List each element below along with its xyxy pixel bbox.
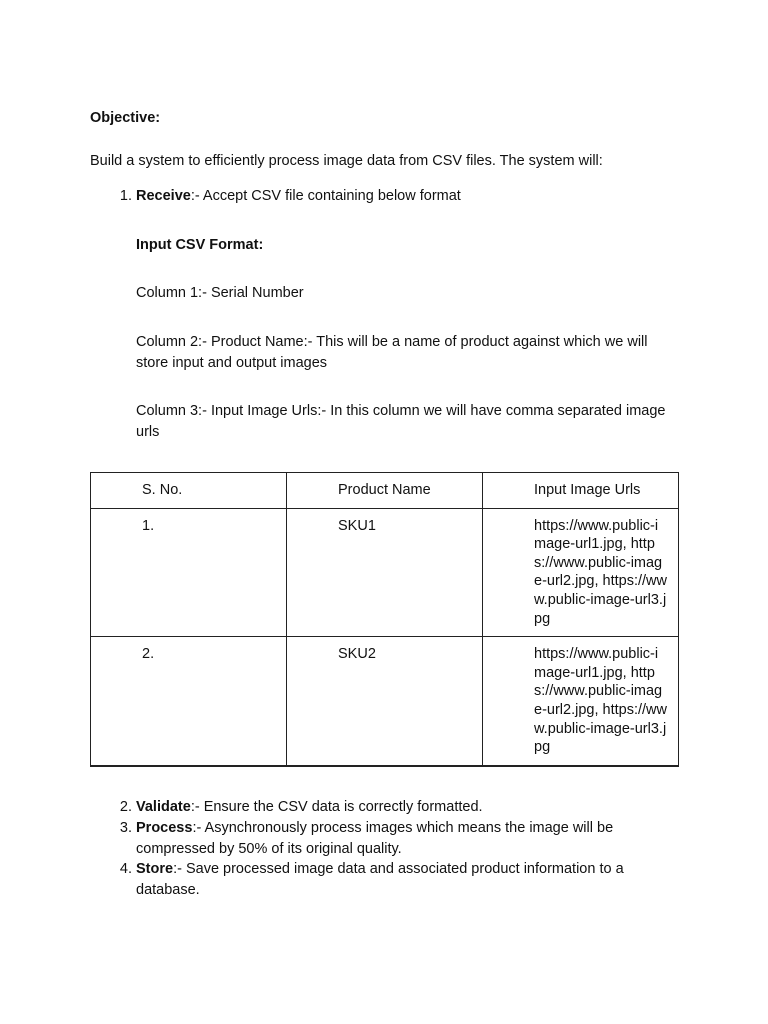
list-item-store <box>112 859 672 901</box>
table-cell: SKU2 <box>287 637 483 766</box>
list-text: :- Save processed image data and associated product information to a database. <box>136 861 624 898</box>
list-item-receive <box>112 186 672 207</box>
list-number: 1. <box>119 188 132 204</box>
list-item-process <box>112 818 672 860</box>
intro-paragraph: Build a system to efficiently process image data from CSV files. The system will: <box>90 153 603 169</box>
column-1-description: Column 1:- Serial Number <box>136 285 304 301</box>
csv-format-table <box>90 472 679 767</box>
table-header-cell: Product Name <box>287 473 483 509</box>
table-header-cell: S. No. <box>91 473 287 509</box>
table-row <box>91 508 679 637</box>
list-text: :- Accept CSV file containing below format <box>190 188 461 204</box>
table-header-cell: Input Image Urls <box>483 473 679 509</box>
list-term: Process <box>136 820 193 836</box>
table-cell-urls: https://www.public-image-url1.jpg, https://www.public-image-url2.jpg, https://www.public-image-url3.jpg <box>483 508 679 637</box>
table-row <box>91 637 679 766</box>
list-term: Store <box>136 861 174 877</box>
list-number: 4. <box>119 861 132 877</box>
csv-format-heading: Input CSV Format: <box>136 237 264 253</box>
table-cell: 2. <box>91 637 287 766</box>
table-cell: SKU1 <box>287 508 483 637</box>
table-cell-urls: https://www.public-image-url1.jpg, https://www.public-image-url2.jpg, https://www.public-image-url3.jpg <box>483 637 679 766</box>
list-text: :- Asynchronously process images which means the image will be compressed by 50% of its original quality. <box>136 820 614 857</box>
list-item-validate <box>112 797 672 818</box>
column-3-description: Column 3:- Input Image Urls:- In this column we will have comma separated image urls <box>136 403 666 440</box>
list-term: Receive <box>136 188 191 204</box>
list-term: Validate <box>136 799 191 815</box>
column-2-description: Column 2:- Product Name:- This will be a name of product against which we will store input and output images <box>136 334 648 371</box>
table-cell: 1. <box>91 508 287 637</box>
list-number: 3. <box>119 820 132 836</box>
table-header-row <box>91 473 679 509</box>
list-number: 2. <box>119 799 132 815</box>
list-text: :- Ensure the CSV data is correctly formatted. <box>190 799 483 815</box>
objective-heading: Objective: <box>90 110 161 126</box>
